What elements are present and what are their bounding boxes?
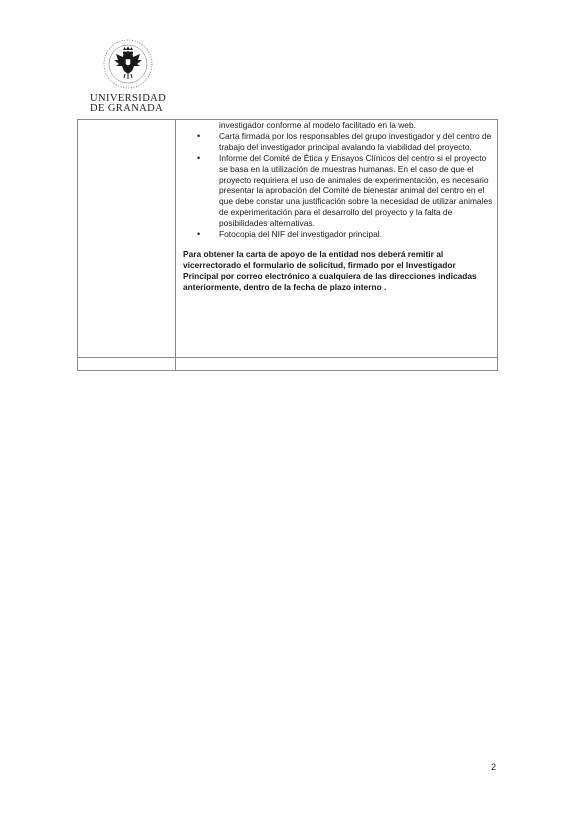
table-cell-label [78, 120, 176, 358]
list-item-continuation: investigador conforme al modelo facilitado en la web. [219, 120, 416, 130]
list-item: • Fotocopia del NIF del investigador principal. [219, 229, 493, 240]
list-item: • Carta firmada por los responsables del grupo investigador y del centro de trabajo del investigador principal avalando la viabilidad del proyecto. [219, 131, 493, 153]
university-name [90, 94, 166, 114]
table-cell-content [176, 120, 498, 358]
requirements-table [77, 119, 498, 371]
page-number: 2 [491, 762, 497, 772]
table-row [78, 120, 498, 358]
closing-note: Para obtener la carta de apoyo de la entidad nos deberá remitir al vicerrectorado el formulario de solicitud, firmado por el Investigador Principal por correo electrónico a cualquiera de las direcciones indicadas anteriormente, dentro de la fecha de plazo interno . [183, 248, 477, 292]
university-name-line2: DE GRANADA [90, 103, 164, 114]
table-cell-empty [78, 358, 176, 371]
table-row-empty [78, 358, 498, 371]
university-name-line1: UNIVERSIDAD [90, 93, 167, 104]
requirements-list [180, 120, 493, 240]
table-cell-empty [176, 358, 498, 371]
university-seal-icon [102, 38, 154, 90]
list-item: • Informe del Comité de Ética y Ensayos Clínicos del centro si el proyecto se basa en la utilización de muestras humanas. En el caso de que el proyecto requiriera el uso de animales de experimentación, es necesario presentar la aprobación del Comité de bienestar animal del centro en el que debe constar una justificación sobre la necesidad de utilizar animales de experimentación para el desarrollo del proyecto y la falta de posibilidades alternativas. [219, 153, 493, 229]
university-logo [90, 38, 166, 114]
